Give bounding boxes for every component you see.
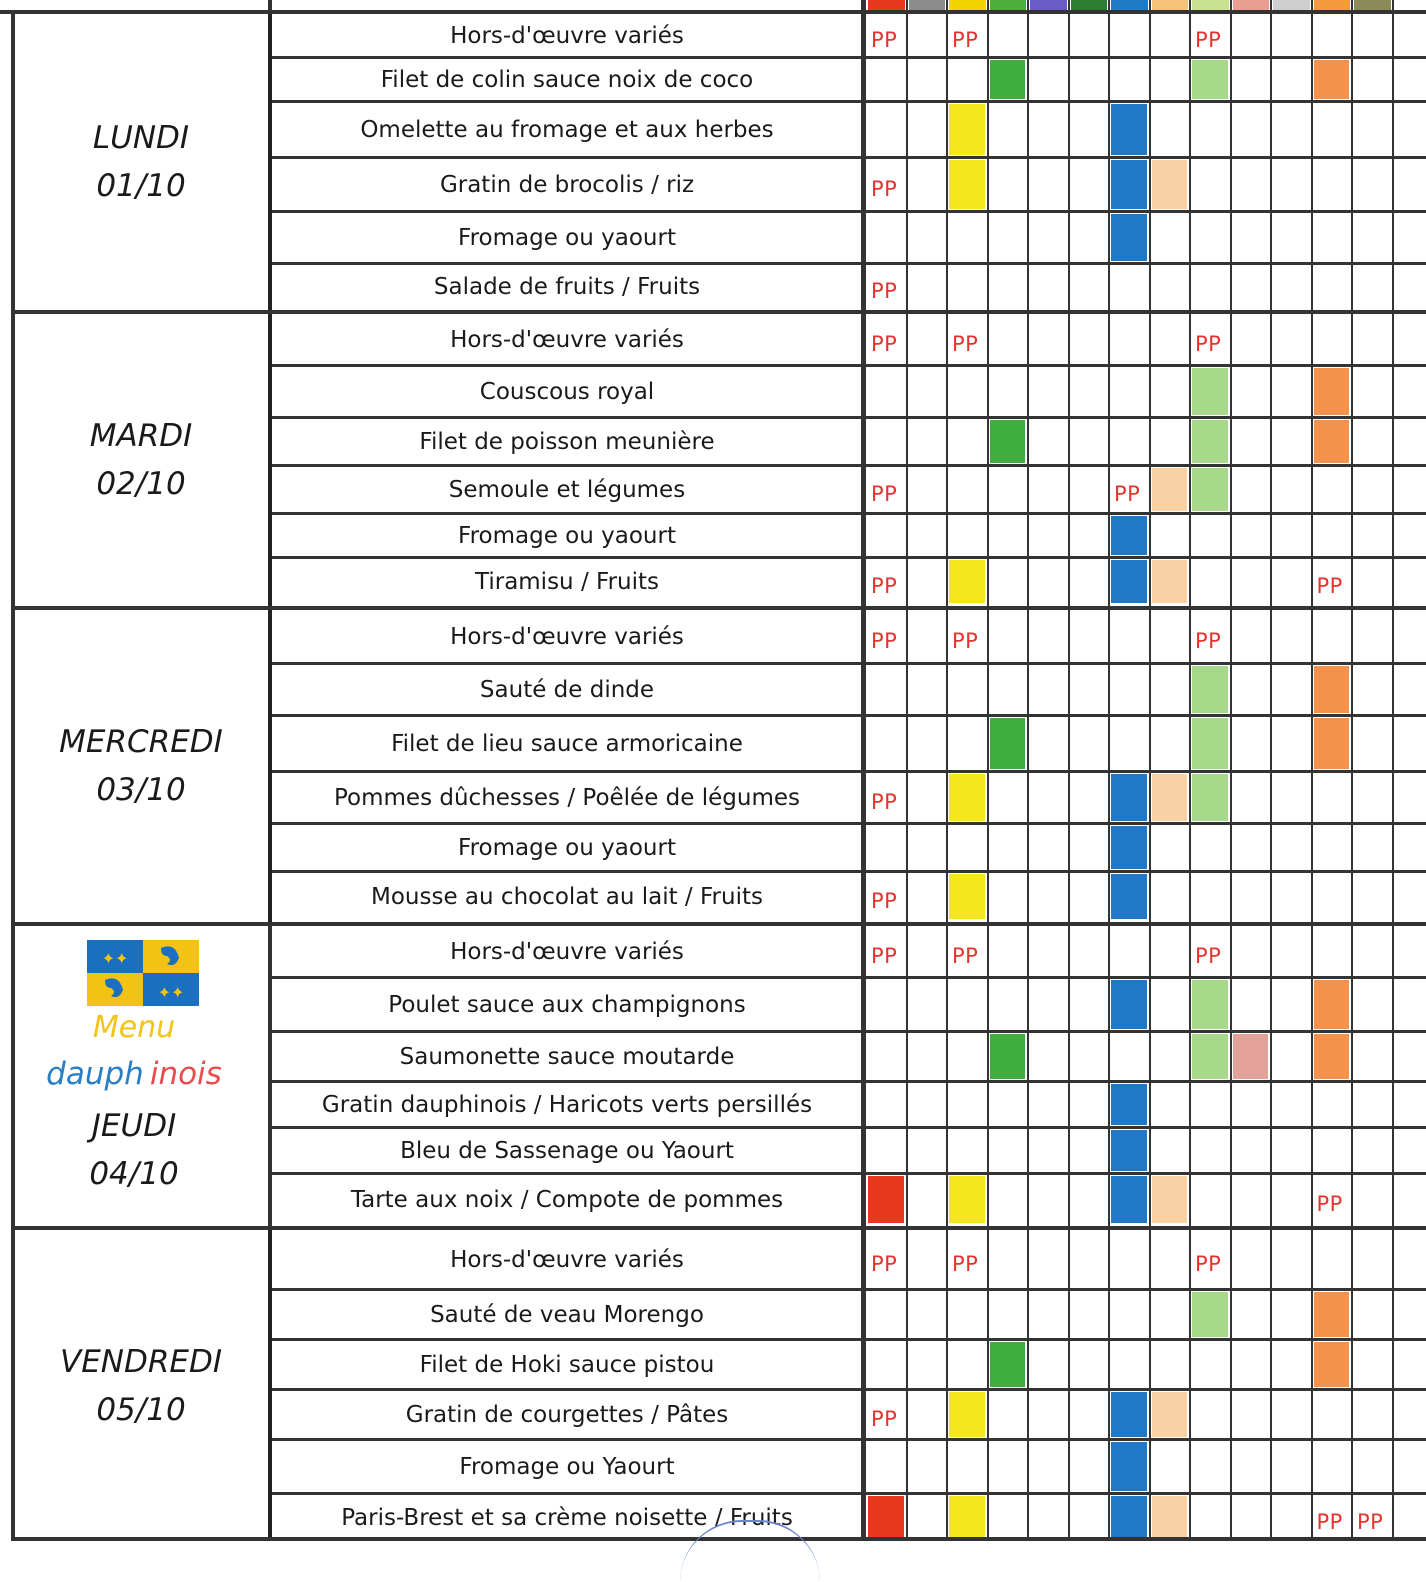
allergen-cell-red	[868, 1496, 904, 1538]
allergen-cell-yellow	[949, 1496, 985, 1538]
day-label-vendredi	[14, 1230, 272, 1541]
allergen-cell-light-green	[1192, 980, 1228, 1029]
pp-marker: PP	[1195, 944, 1222, 968]
pp-marker: PP	[1316, 1509, 1343, 1534]
allergen-cell-light-green	[1192, 60, 1228, 99]
day-label-lundi	[14, 14, 272, 310]
pp-marker: PP	[871, 944, 898, 968]
allergen-cell-peach	[1152, 1176, 1188, 1223]
day-date: 04/10	[89, 1156, 179, 1192]
pp-marker: PP	[1316, 1192, 1343, 1216]
dish-name: Pommes dûchesses / Poêlée de légumes	[334, 785, 800, 811]
day-name: LUNDI	[92, 120, 190, 156]
allergen-cell-blue	[1111, 774, 1147, 821]
svg-text:✦✦: ✦✦	[157, 983, 185, 1002]
allergen-cell-blue	[1111, 214, 1147, 261]
allergen-cell-yellow	[949, 160, 985, 209]
allergen-cell-blue	[1111, 1392, 1147, 1437]
dish-name: Omelette au fromage et aux herbes	[360, 117, 774, 143]
allergen-cell-light-green	[1192, 420, 1228, 463]
allergen-cell-blue	[1111, 516, 1147, 555]
pp-marker: PP	[871, 790, 898, 814]
dish-name: Tiramisu / Fruits	[475, 569, 659, 595]
allergen-cell-yellow	[949, 1176, 985, 1223]
allergen-cell-orange	[1314, 420, 1350, 463]
pp-marker: PP	[1195, 28, 1222, 52]
dish-name: Filet de lieu sauce armoricaine	[391, 731, 743, 757]
pp-marker: PP	[952, 28, 979, 52]
pp-marker: PP	[952, 332, 979, 356]
day-date: 03/10	[96, 772, 186, 808]
allergen-cell-yellow	[949, 774, 985, 821]
dish-name: Filet de Hoki sauce pistou	[419, 1352, 715, 1378]
allergen-cell-green	[990, 1342, 1026, 1387]
allergen-cell-peach	[1152, 560, 1188, 603]
day-label-mardi	[14, 314, 272, 606]
svg-text:✦✦: ✦✦	[101, 949, 129, 968]
pp-marker: PP	[952, 944, 979, 968]
inois-part: inois	[149, 1056, 222, 1092]
day-name: MERCREDI	[59, 724, 223, 760]
dish-name: Mousse au chocolat au lait / Fruits	[371, 884, 763, 910]
allergen-cell-blue	[1111, 560, 1147, 603]
allergen-cell-light-green	[1192, 774, 1228, 821]
pp-marker: PP	[871, 177, 898, 201]
allergen-cell-orange	[1314, 1034, 1350, 1079]
pp-marker: PP	[1195, 629, 1222, 653]
pp-marker: PP	[871, 332, 898, 356]
allergen-cell-blue	[1111, 1496, 1147, 1538]
allergen-cell-light-green	[1192, 1034, 1228, 1079]
pp-marker: PP	[871, 279, 898, 303]
day-name: JEUDI	[91, 1108, 177, 1144]
allergen-cell-blue	[1111, 1442, 1147, 1491]
dish-name: Saumonette sauce moutarde	[399, 1044, 735, 1070]
allergen-cell-green	[990, 718, 1026, 769]
dish-name: Sauté de dinde	[479, 677, 655, 703]
allergen-cell-peach	[1152, 1392, 1188, 1437]
allergen-cell-green	[990, 60, 1026, 99]
dish-name: Hors-d'œuvre variés	[450, 23, 684, 49]
dish-name: Tarte aux noix / Compote de pommes	[350, 1187, 784, 1213]
allergen-cell-yellow	[949, 874, 985, 919]
allergen-cell-blue	[1111, 980, 1147, 1029]
dish-name: Hors-d'œuvre variés	[450, 939, 684, 965]
dish-name: Paris-Brest et sa crème noisette / Fruits	[341, 1504, 793, 1531]
allergen-cell-light-green	[1192, 468, 1228, 511]
allergen-cell-blue	[1111, 1176, 1147, 1223]
allergen-cell-yellow	[949, 1392, 985, 1437]
pp-marker: PP	[871, 1252, 898, 1276]
pp-marker: PP	[871, 1407, 898, 1431]
allergen-cell-peach	[1152, 160, 1188, 209]
dish-name: Fromage ou Yaourt	[459, 1454, 675, 1480]
allergen-cell-blue	[1111, 874, 1147, 919]
pp-marker: PP	[1357, 1509, 1384, 1534]
dish-name: Bleu de Sassenage ou Yaourt	[400, 1138, 734, 1164]
dauphine-flag-icon	[87, 940, 199, 1006]
dish-name: Hors-d'œuvre variés	[450, 327, 684, 353]
pp-marker: PP	[871, 574, 898, 598]
pp-marker: PP	[1114, 482, 1141, 506]
pp-marker: PP	[871, 482, 898, 506]
allergen-cell-blue	[1111, 160, 1147, 209]
allergen-cell-orange	[1314, 1342, 1350, 1387]
pp-marker: PP	[952, 629, 979, 653]
pp-marker: PP	[871, 629, 898, 653]
dish-name: Filet de poisson meunière	[419, 429, 715, 455]
allergen-cell-peach	[1152, 774, 1188, 821]
allergen-cell-orange	[1314, 368, 1350, 415]
allergen-cell-green	[990, 420, 1026, 463]
dish-name: Gratin de courgettes / Pâtes	[405, 1402, 729, 1428]
day-name: MARDI	[89, 418, 193, 454]
allergen-cell-peach	[1152, 468, 1188, 511]
dish-name: Fromage ou yaourt	[458, 523, 676, 549]
day-date: 05/10	[96, 1391, 186, 1428]
dish-name: Fromage ou yaourt	[458, 225, 676, 251]
pp-marker: PP	[871, 28, 898, 52]
allergen-cell-light-green	[1192, 666, 1228, 713]
allergen-cell-yellow	[949, 560, 985, 603]
day-date: 01/10	[96, 168, 186, 204]
pp-marker: PP	[1195, 332, 1222, 356]
day-name: VENDREDI	[60, 1343, 222, 1380]
dish-name: Fromage ou yaourt	[458, 835, 676, 861]
allergen-cell-orange	[1314, 1292, 1350, 1337]
dish-name: Sauté de veau Morengo	[430, 1302, 704, 1328]
allergen-cell-red	[868, 1176, 904, 1223]
day-date: 02/10	[96, 466, 186, 502]
allergen-cell-blue	[1111, 826, 1147, 869]
dish-name: Couscous royal	[479, 379, 655, 405]
dish-name: Gratin dauphinois / Haricots verts persillés	[321, 1092, 813, 1118]
pp-marker: PP	[1195, 1252, 1222, 1276]
allergen-cell-light-green	[1192, 1292, 1228, 1337]
pp-marker: PP	[871, 889, 898, 913]
allergen-cell-blue	[1111, 1130, 1147, 1171]
allergen-cell-blue	[1111, 1084, 1147, 1125]
dish-name: Hors-d'œuvre variés	[450, 1247, 684, 1273]
dish-name: Gratin de brocolis / riz	[439, 172, 695, 198]
allergen-cell-orange	[1314, 980, 1350, 1029]
pp-marker: PP	[952, 1252, 979, 1276]
allergen-cell-light-green	[1192, 368, 1228, 415]
allergen-cell-light-green	[1192, 718, 1228, 769]
dish-name: Semoule et légumes	[448, 477, 686, 503]
dish-name: Hors-d'œuvre variés	[450, 624, 684, 650]
allergen-cell-green	[990, 1034, 1026, 1079]
pp-marker: PP	[1316, 574, 1343, 598]
menu-dauphinois-label	[0, 1056, 268, 1092]
dauph-part: dauph	[46, 1056, 144, 1092]
allergen-cell-yellow	[949, 104, 985, 155]
menu-word: Menu	[92, 1010, 176, 1045]
day-label-mercredi	[14, 610, 272, 922]
allergen-cell-blue	[1111, 104, 1147, 155]
allergen-cell-pink	[1233, 1034, 1269, 1079]
allergen-cell-orange	[1314, 666, 1350, 713]
allergen-cell-peach	[1152, 1496, 1188, 1538]
dish-name: Poulet sauce aux champignons	[388, 992, 746, 1018]
day-label-jeudi	[0, 1102, 268, 1198]
allergen-cell-orange	[1314, 60, 1350, 99]
dish-name: Filet de colin sauce noix de coco	[380, 67, 754, 93]
allergen-cell-orange	[1314, 718, 1350, 769]
dish-name: Salade de fruits / Fruits	[433, 274, 701, 300]
